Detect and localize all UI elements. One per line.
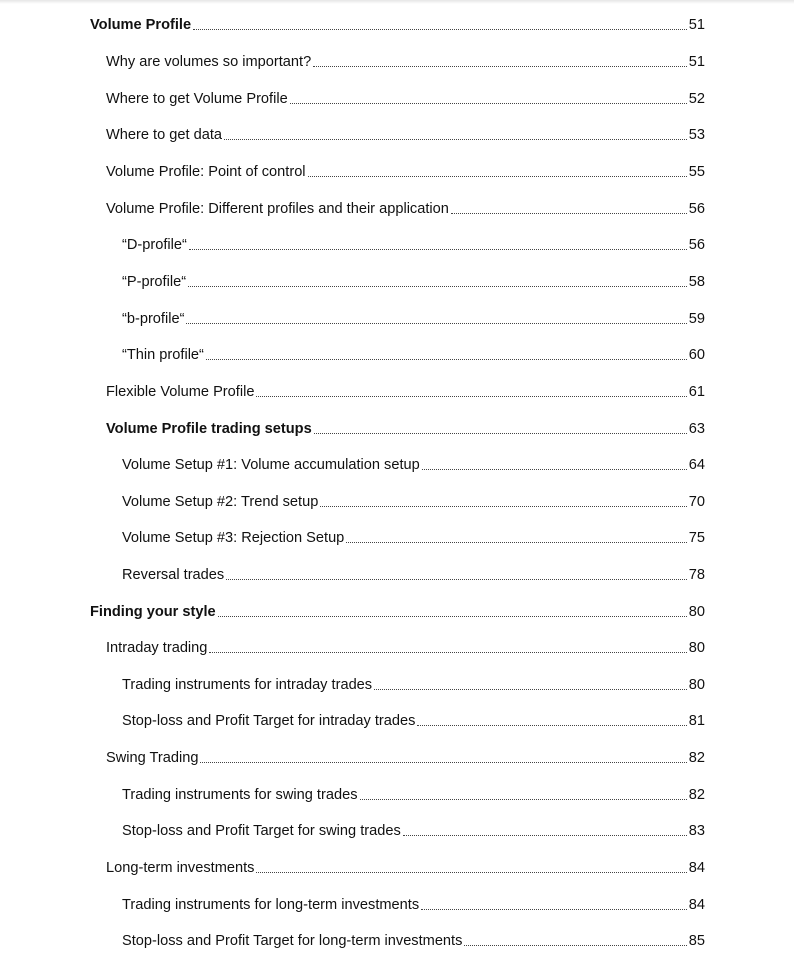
toc-page-number: 80 [688,640,705,656]
toc-entry-title: Volume Profile [90,17,192,33]
toc-leader-dots [218,616,687,617]
toc-entry-long-term-investments[interactable] [106,855,705,877]
toc-entry-volume-profile[interactable] [90,12,705,34]
toc-leader-dots [374,689,687,690]
toc-page-number: 85 [688,933,705,949]
toc-leader-dots [193,29,687,30]
toc-leader-dots [421,909,687,910]
toc-entry-where-get-data[interactable] [106,122,705,144]
toc-entry-title: Volume Setup #3: Rejection Setup [122,530,345,546]
toc-leader-dots [206,359,687,360]
toc-entry-title: Reversal trades [122,567,225,583]
toc-page-number: 56 [688,201,705,217]
toc-leader-dots [464,945,686,946]
toc-leader-dots [188,286,687,287]
toc-page-number: 80 [688,677,705,693]
toc-entry-title: Volume Setup #2: Trend setup [122,494,319,510]
toc-leader-dots [186,323,686,324]
toc-page-number: 63 [688,421,705,437]
toc-page-number: 82 [688,787,705,803]
toc-page-number: 84 [688,897,705,913]
toc-entry-point-of-control[interactable] [106,159,705,181]
toc-entry-title: Finding your style [90,604,216,620]
toc-entry-volume-setup-1[interactable] [122,452,705,474]
toc-entry-title: Stop-loss and Profit Target for intraday trades [122,713,416,729]
toc-leader-dots [256,872,686,873]
toc-entry-instruments-swing[interactable] [122,782,705,804]
toc-entry-title: Where to get data [106,127,223,143]
toc-leader-dots [313,66,687,67]
toc-page-number: 58 [688,274,705,290]
toc-entry-d-profile[interactable] [122,232,705,254]
toc-entry-flexible-volume-profile[interactable] [106,379,705,401]
toc-page-number: 60 [688,347,705,363]
toc-leader-dots [320,506,686,507]
toc-entry-b-profile[interactable] [122,306,705,328]
toc-entry-volume-setup-2[interactable] [122,489,705,511]
toc-page-number: 64 [688,457,705,473]
toc-entry-title: “Thin profile“ [122,347,204,363]
toc-entry-title: Volume Profile: Point of control [106,164,306,180]
toc-entry-title: Where to get Volume Profile [106,91,288,107]
toc-entry-title: “b-profile“ [122,311,185,327]
toc-entry-title: Volume Profile trading setups [106,421,312,437]
toc-leader-dots [189,249,687,250]
toc-page-number: 52 [688,91,705,107]
toc-entry-volume-setup-3[interactable] [122,525,705,547]
toc-entry-stoploss-long-term[interactable] [122,928,705,950]
toc-entry-title: Long-term investments [106,860,255,876]
toc-leader-dots [200,762,686,763]
toc-page-number: 80 [688,604,705,620]
toc-page-number: 81 [688,713,705,729]
toc-entry-reversal-trades[interactable] [122,562,705,584]
toc-leader-dots [360,799,687,800]
toc-entry-title: Trading instruments for swing trades [122,787,358,803]
toc-entry-title: Trading instruments for long-term investments [122,897,420,913]
toc-entry-title: Volume Profile: Different profiles and their application [106,201,449,217]
toc-entry-title: Stop-loss and Profit Target for long-term investments [122,933,463,949]
toc-leader-dots [346,542,686,543]
toc-entry-intraday-trading[interactable] [106,635,705,657]
toc-entry-thin-profile[interactable] [122,342,705,364]
toc-leader-dots [226,579,687,580]
toc-page-number: 51 [688,54,705,70]
toc-page-number: 53 [688,127,705,143]
toc-page-number: 82 [688,750,705,766]
toc-leader-dots [256,396,686,397]
toc-page-number: 61 [688,384,705,400]
toc-entry-title: Why are volumes so important? [106,54,312,70]
toc-leader-dots [290,103,687,104]
toc-page-number: 70 [688,494,705,510]
toc-entry-title: Flexible Volume Profile [106,384,255,400]
toc-leader-dots [451,213,687,214]
toc-page-number: 75 [688,530,705,546]
toc-entry-title: Swing Trading [106,750,199,766]
toc-entry-title: Stop-loss and Profit Target for swing trades [122,823,401,839]
toc-page-number: 84 [688,860,705,876]
toc-page-number: 59 [688,311,705,327]
toc-entry-title: Trading instruments for intraday trades [122,677,373,693]
toc-page-number: 56 [688,237,705,253]
toc-entry-instruments-long-term[interactable] [122,892,705,914]
toc-entry-p-profile[interactable] [122,269,705,291]
toc-leader-dots [422,469,687,470]
toc-leader-dots [314,433,687,434]
toc-page-number: 51 [688,17,705,33]
toc-entry-why-volumes-important[interactable] [106,49,705,71]
toc-entry-swing-trading[interactable] [106,745,705,767]
toc-entry-title: Volume Setup #1: Volume accumulation setup [122,457,420,473]
toc-leader-dots [224,139,687,140]
toc-page-number: 83 [688,823,705,839]
toc-leader-dots [209,652,686,653]
toc-entry-instruments-intraday[interactable] [122,672,705,694]
toc-page-number: 78 [688,567,705,583]
toc-entry-title: Intraday trading [106,640,208,656]
toc-entry-stoploss-intraday[interactable] [122,708,705,730]
toc-leader-dots [308,176,687,177]
toc-leader-dots [403,835,687,836]
toc-entry-trading-setups[interactable] [106,416,705,438]
toc-entry-where-get-volume-profile[interactable] [106,86,705,108]
toc-leader-dots [417,725,686,726]
toc-entry-different-profiles[interactable] [106,196,705,218]
toc-entry-title: “P-profile“ [122,274,187,290]
toc-entry-finding-your-style[interactable] [90,599,705,621]
toc-entry-title: “D-profile“ [122,237,187,253]
toc-entry-stoploss-swing[interactable] [122,818,705,840]
toc-page-number: 55 [688,164,705,180]
